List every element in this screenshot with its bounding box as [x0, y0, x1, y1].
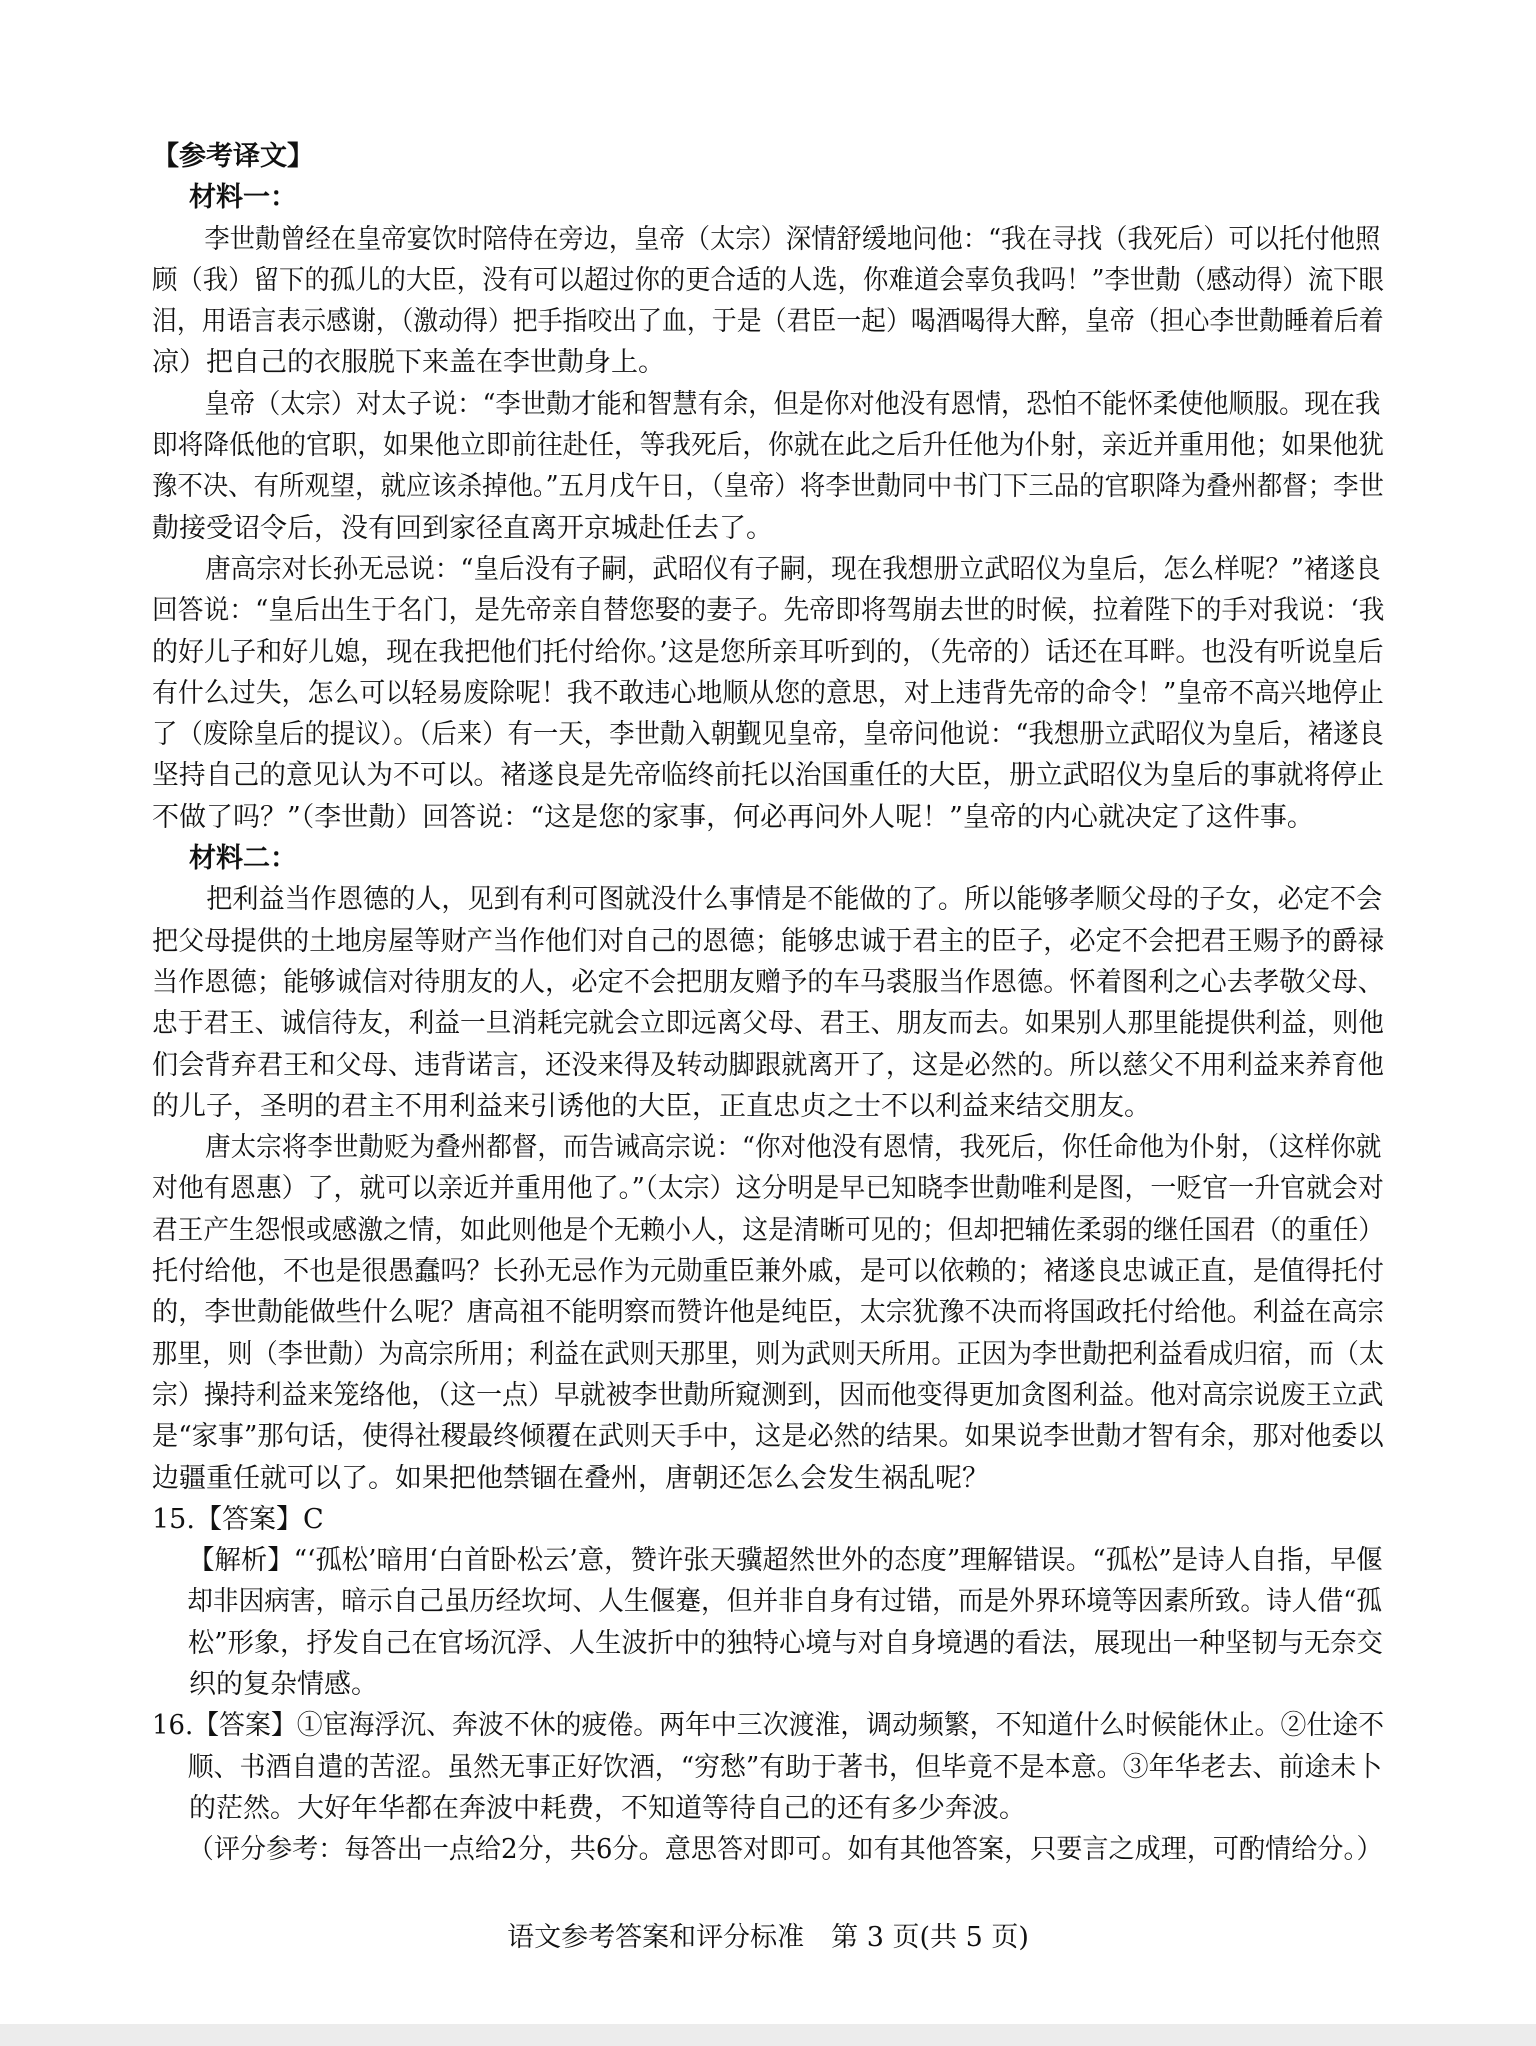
question-16-answer-line: 16.【答案】①宦海浮沉、奔波不休的疲倦。两年中三次渡淮，调动频繁，不知道什么时候能休止。②仕途不 [152, 1710, 1384, 1742]
text-line: 那里，则（李世勣）为高宗所用；利益在武则天那里，则为武则天所用。正因为李世勣把利益看成归宿，而（太 [152, 1338, 1384, 1370]
material-one-heading: 材料一： [189, 182, 297, 214]
text-line: 忠于君王、诚信待友，利益一旦消耗完就会立即远离父母、君王、朋友而去。如果别人那里能提供利益，则他 [152, 1008, 1384, 1040]
text-line: 君王产生怨恨或感激之情，如此则他是个无赖小人，这是清晰可见的；但却把辅佐柔弱的继任国君（的重任） [152, 1214, 1384, 1246]
text-line: 唐高宗对长孙无忌说：“皇后没有子嗣，武昭仪有子嗣，现在我想册立武昭仪为皇后，怎么样呢？”褚遂良 [204, 553, 1381, 585]
text-line: 们会背弃君王和父母、违背诺言，还没来得及转动脚跟就离开了，这是必然的。所以慈父不用利益来养育他 [152, 1049, 1384, 1081]
text-line: 回答说：“皇后出生于名门，是先帝亲自替您娶的妻子。先帝即将驾崩去世的时候，拉着陛下的手对我说：‘我 [152, 595, 1385, 627]
text-line: 把利益当作恩德的人，见到有利可图就没什么事情是不能做的了。所以能够孝顺父母的子女，必定不会 [206, 884, 1383, 916]
text-line: 对他有恩惠）了，就可以亲近并重用他了。”（太宗）这分明是早已知晓李世勣唯利是图，一贬官一升官就会对 [152, 1173, 1384, 1205]
text-line: 即将降低他的官职，如果他立即前往赴任，等我死后，你就在此之后升任他为仆射，亲近并重用他；如果他犹 [152, 430, 1384, 462]
paragraph-3 [152, 549, 1384, 838]
text-line: 皇帝（太宗）对太子说：“李世勣才能和智慧有余，但是你对他没有恩情，恐怕不能怀柔使他顺服。现在我 [204, 388, 1381, 420]
question-15-analysis-line: 却非因病害，暗示自己虽历经坎坷、人生偃蹇，但并非自身有过错，而是外界环境等因素所致。诗人借“孤 [187, 1586, 1382, 1618]
text-line: 豫不决、有所观望，就应该杀掉他。”五月戊午日，（皇帝）将李世勣同中书门下三品的官职降为叠州都督；李世 [152, 471, 1384, 503]
page-footer: 语文参考答案和评分标准 第 3 页(共 5 页) [507, 1922, 1029, 1953]
text-line: 李世勣曾经在皇帝宴饮时陪侍在旁边，皇帝（太宗）深情舒缓地问他：“我在寻找（我死后）可以托付他照 [204, 223, 1381, 255]
text-line: 边疆重任就可以了。如果把他禁锢在叠州，唐朝还怎么会发生祸乱呢？ [152, 1462, 989, 1494]
text-line: 托付给他，不也是很愚蠢吗？长孙无忌作为元勋重臣兼外戚，是可以依赖的；褚遂良忠诚正直，是值得托付 [152, 1256, 1384, 1288]
question-15-analysis-line: 【解析】“‘孤松’暗用‘白首卧松云’意，赞许张天骥超然世外的态度”理解错误。“孤松”是诗人自指，早偃 [188, 1545, 1383, 1577]
question-16 [152, 1705, 1384, 1870]
text-line: 的，李世勣能做些什么呢？唐高祖不能明察而赞许他是纯臣，太宗犹豫不决而将国政托付给他。利益在高宗 [152, 1297, 1384, 1329]
question-16-scoring-note: （评分参考：每答出一点给2分，共6分。意思答对即可。如有其他答案，只要言之成理，可酌情给分。） [187, 1834, 1383, 1866]
question-15-analysis-line: 松”形象，抒发自己在官场沉浮、人生波折中的独特心境与对自身境遇的看法，展现出一种坚韧与无奈交 [187, 1627, 1383, 1659]
text-line: 泪，用语言表示感谢，（激动得）把手指咬出了血，于是（君臣一起）喝酒喝得大醉，皇帝（担心李世勣睡着后着 [152, 306, 1384, 338]
text-line: 的儿子，圣明的君主不用利益来引诱他的大臣，正直忠贞之士不以利益来结交朋友。 [152, 1090, 1151, 1122]
text-line: 的好儿子和好儿媳，现在我把他们托付给你。’这是您所亲耳听到的，（先帝的）话还在耳畔。也没有听说皇后 [152, 636, 1384, 668]
text-line: 了（废除皇后的提议）。（后来）有一天，李世勣入朝觐见皇帝，皇帝问他说：“我想册立武昭仪为皇后，褚遂良 [152, 719, 1384, 751]
text-line: 是“家事”那句话，使得社稷最终倾覆在武则天手中，这是必然的结果。如果说李世勣才智有余，那对他委以 [152, 1421, 1384, 1453]
paragraph-2 [152, 384, 1384, 549]
question-15 [152, 1499, 1384, 1705]
text-line: 当作恩德；能够诚信对待朋友的人，必定不会把朋友赠予的车马裘服当作恩德。怀着图利之心去孝敬父母、 [152, 966, 1384, 998]
text-line: 顾（我）留下的孤儿的大臣，没有可以超过你的更合适的人选，你难道会辜负我吗！”李世勣（感动得）流下眼 [152, 264, 1384, 296]
paragraph-1 [152, 219, 1384, 384]
question-15-analysis-line: 织的复杂情感。 [189, 1668, 378, 1700]
text-line: 坚持自己的意见认为不可以。褚遂良是先帝临终前托以治国重任的大臣，册立武昭仪为皇后的事就将停止 [152, 760, 1384, 792]
material-two-heading: 材料二： [189, 843, 297, 875]
question-16-answer-line: 的茫然。大好年华都在奔波中耗费，不知道等待自己的还有多少奔波。 [189, 1792, 1026, 1824]
question-16-answer-line: 顺、书酒自遣的苦涩。虽然无事正好饮酒，“穷愁”有助于著书，但毕竟不是本意。③年华老去、前途未卜 [187, 1751, 1383, 1783]
paragraph-5 [152, 1127, 1384, 1499]
text-line: 不做了吗？”（李世勣）回答说：“这是您的家事，何必再问外人呢！”皇帝的内心就决定了这件事。 [152, 801, 1314, 833]
text-line: 宗）操持利益来笼络他，（这一点）早就被李世勣所窥测到，因而他变得更加贪图利益。他对高宗说废王立武 [152, 1379, 1384, 1411]
text-line: 有什么过失，怎么可以轻易废除呢！我不敢违心地顺从您的意思，对上违背先帝的命令！”皇帝不高兴地停止 [152, 677, 1384, 709]
paragraph-4 [152, 879, 1384, 1127]
question-15-answer: 15.【答案】C [152, 1503, 324, 1535]
text-line: 唐太宗将李世勣贬为叠州都督，而告诫高宗说：“你对他没有恩情，我死后，你任命他为仆射，（这样你就 [205, 1132, 1382, 1164]
text-line: 把父母提供的土地房屋等财产当作他们对自己的恩德；能够忠诚于君主的臣子，必定不会把君王赐予的爵禄 [152, 925, 1384, 957]
document-page [152, 136, 1384, 1870]
text-line: 凉）把自己的衣服脱下来盖在李世勣身上。 [152, 347, 665, 379]
page-bottom-edge [0, 2024, 1536, 2046]
reference-translation-heading: 【参考译文】 [152, 141, 314, 172]
text-line: 勣接受诏令后，没有回到家径直离开京城赴任去了。 [152, 512, 773, 544]
